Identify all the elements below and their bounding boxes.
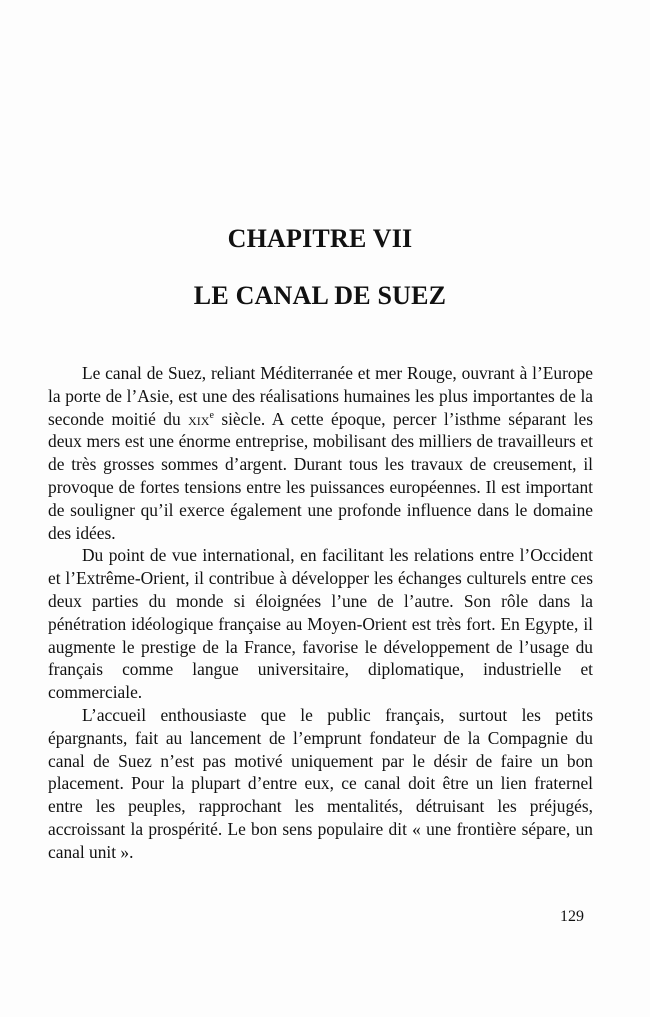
paragraph-3: L’accueil enthousiaste que le public français, surtout les petits épargnants, fait au lancement de l’emprunt fondateur de la Compagnie du canal de Suez n’est pas motivé uniquement par le désir de faire un bon placement. Pour la plupart d’entre eux, ce canal doit être un lien fraternel entre les peuples, rapprochant les mentalités, détruisant les préjugés, accroissant la prospérité. Le bon sens populaire dit « une frontière sépare, un canal unit ».	[48, 704, 593, 862]
page-number: 129	[560, 908, 584, 925]
paragraph-1-text-b: siècle. A cette époque, percer l’isthme séparant les deux mers est une énorme entreprise, mobilisant des milliers de travailleurs et de très grosses sommes d’argent. Durant tous les travaux de creusement, il provoque de fortes tensions entre les puissances européennes. Il est important de souligner qu’il exerce également une profonde influence dans le domaine des idées.	[48, 408, 593, 543]
chapter-title: LE CANAL DE SUEZ	[193, 281, 447, 310]
paragraph-2: Du point de vue international, en facilitant les relations entre l’Occident et l’Extrême-Orient, il contribue à développer les échanges culturels entre ces deux parties du monde si éloignées l’une de l’autre. Son rôle dans la pénétration idéologique française au Moyen-Orient est très fort. En Egypte, il augmente le prestige de la France, favorise le développement de l’usage du français comme langue universitaire, diplomatique, industrielle et commerciale.	[48, 545, 593, 703]
century-numeral: xix	[188, 408, 210, 429]
paragraph-1	[48, 362, 593, 544]
paragraph-1-text-a: Le canal de Suez, reliant Méditerranée et mer Rouge, ouvrant à l’Europe la porte de l’Asie, est une des réalisations humaines les plus importantes de la seconde moitié du	[48, 363, 593, 429]
century-superscript: e	[209, 409, 214, 421]
chapter-body	[48, 362, 593, 864]
chapter-number: CHAPITRE VII	[227, 224, 413, 253]
